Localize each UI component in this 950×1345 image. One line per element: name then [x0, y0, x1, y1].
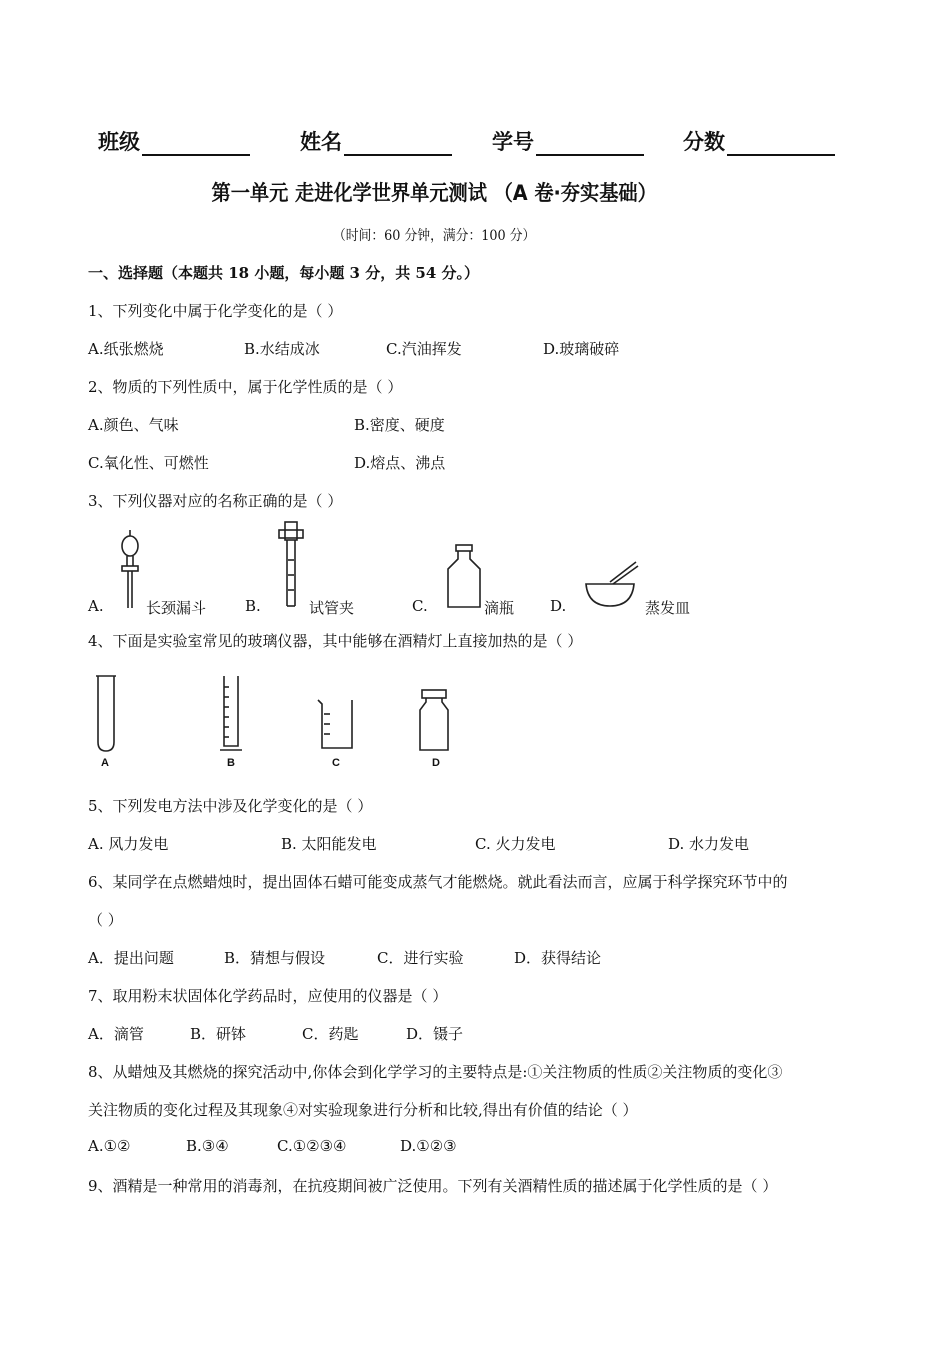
q1-option-d[interactable]: D.玻璃破碎	[543, 340, 620, 358]
question-3: 3、下列仪器对应的名称正确的是（ ）	[88, 492, 343, 510]
q1-option-c[interactable]: C.汽油挥发	[386, 340, 462, 358]
q2-option-a[interactable]: A.颜色、气味	[88, 416, 179, 434]
q3-option-d-letter[interactable]: D.	[550, 597, 567, 615]
q3-option-b-name: 试管夹	[309, 599, 355, 617]
q3-option-c-letter[interactable]: C.	[412, 597, 428, 615]
q3-option-b-letter[interactable]: B.	[245, 597, 261, 615]
page-title: 第一单元 走进化学世界单元测试 （A 卷·夯实基础）	[211, 181, 657, 205]
pipette-with-clamp-icon	[276, 520, 308, 612]
q8-option-b[interactable]: B.③④	[186, 1137, 229, 1155]
wide-mouth-bottle-icon	[414, 688, 454, 754]
q6-answer-paren: （ ）	[88, 911, 123, 929]
graduated-cylinder-icon	[218, 672, 244, 754]
q8-option-d[interactable]: D.①②③	[400, 1137, 457, 1155]
q8-option-a[interactable]: A.①②	[88, 1137, 131, 1155]
class-blank[interactable]	[142, 132, 250, 156]
question-7: 7、取用粉末状固体化学药品时，应使用的仪器是（ ）	[88, 987, 448, 1005]
q6-option-b[interactable]: B．猜想与假设	[224, 949, 326, 967]
q1-option-a[interactable]: A.纸张燃烧	[88, 340, 164, 358]
q7-option-a[interactable]: A．滴管	[88, 1025, 144, 1043]
question-4: 4、下面是实验室常见的玻璃仪器，其中能够在酒精灯上直接加热的是（ ）	[88, 632, 583, 650]
q3-option-a-letter[interactable]: A.	[88, 597, 104, 615]
mortar-and-pestle-icon	[582, 560, 642, 612]
q1-option-b[interactable]: B.水结成冰	[244, 340, 320, 358]
q4-label-a[interactable]: A	[101, 757, 109, 769]
q6-option-c[interactable]: C．进行实验	[377, 949, 464, 967]
q6-option-d[interactable]: D．获得结论	[514, 949, 602, 967]
question-8-continued: 关注物质的变化过程及其现象④对实验现象进行分析和比较,得出有价值的结论（ ）	[88, 1101, 638, 1119]
question-2: 2、物质的下列性质中，属于化学性质的是（ ）	[88, 378, 403, 396]
q5-option-c[interactable]: C. 火力发电	[475, 835, 556, 853]
reagent-bottle-icon	[444, 543, 484, 611]
name-blank[interactable]	[344, 132, 452, 156]
q3-option-a-name: 长颈漏斗	[146, 599, 207, 617]
test-tube-icon	[94, 672, 118, 754]
exam-info: （时间：60 分钟，满分：100 分）	[332, 228, 536, 244]
q5-option-d[interactable]: D. 水力发电	[668, 835, 750, 853]
q4-label-c[interactable]: C	[332, 757, 340, 769]
q7-option-b[interactable]: B．研钵	[190, 1025, 247, 1043]
q6-option-a[interactable]: A．提出问题	[88, 949, 174, 967]
student-id-field: 学号	[492, 126, 644, 156]
question-6: 6、某同学在点燃蜡烛时，提出固体石蜡可能变成蒸气才能燃烧。就此看法而言，应属于科学探究环节中的	[88, 873, 788, 891]
student-id-blank[interactable]	[536, 132, 644, 156]
beaker-icon	[314, 694, 358, 754]
score-field: 分数	[683, 126, 835, 156]
q5-option-b[interactable]: B. 太阳能发电	[281, 835, 377, 853]
question-9: 9、酒精是一种常用的消毒剂，在抗疫期间被广泛使用。下列有关酒精性质的描述属于化学性质的是（ ）	[88, 1177, 778, 1195]
q3-option-c-name: 滴瓶	[484, 599, 515, 617]
q2-option-d[interactable]: D.熔点、沸点	[354, 454, 446, 472]
q8-option-c[interactable]: C.①②③④	[277, 1137, 347, 1155]
question-8: 8、从蜡烛及其燃烧的探究活动中,你体会到化学学习的主要特点是:①关注物质的性质②关注物质的变化③	[88, 1063, 783, 1081]
q7-option-c[interactable]: C．药匙	[302, 1025, 359, 1043]
question-5: 5、下列发电方法中涉及化学变化的是（ ）	[88, 797, 373, 815]
name-field: 姓名	[300, 126, 452, 156]
q2-option-c[interactable]: C.氧化性、可燃性	[88, 454, 209, 472]
q7-option-d[interactable]: D．镊子	[406, 1025, 464, 1043]
section-heading: 一、选择题（本题共 18 小题，每小题 3 分，共 54 分。）	[88, 264, 480, 282]
score-blank[interactable]	[727, 132, 835, 156]
q2-option-b[interactable]: B.密度、硬度	[354, 416, 445, 434]
q3-option-d-name: 蒸发皿	[645, 599, 691, 617]
class-field: 班级	[98, 126, 250, 156]
q5-option-a[interactable]: A. 风力发电	[88, 835, 169, 853]
q4-label-d[interactable]: D	[432, 757, 440, 769]
question-1: 1、下列变化中属于化学变化的是（ ）	[88, 302, 343, 320]
q4-label-b[interactable]: B	[227, 757, 235, 769]
